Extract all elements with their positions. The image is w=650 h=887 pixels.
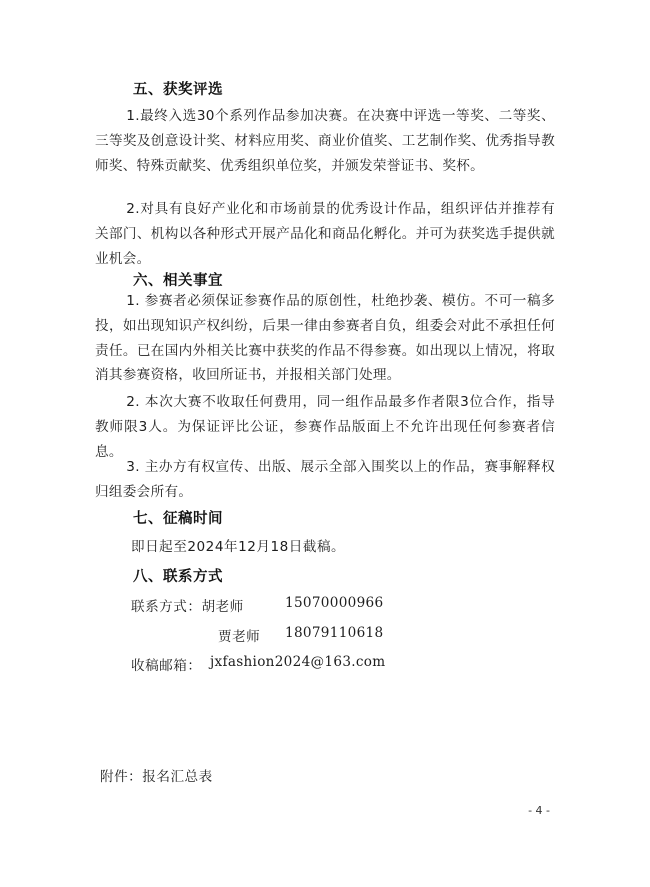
section-5-paragraph-2: 2.对具有良好产业化和市场前景的优秀设计作品，组织评估并推荐有关部门、机构以各种形式开展产品化和商品化孵化。并可为获奖选手提供就业机会。 — [95, 201, 555, 267]
section-6-paragraph-3: 3. 主办方有权宣传、出版、展示全部入围奖以上的作品，赛事解释权归组委会所有。 — [95, 459, 555, 500]
contact-1-phone: 15070000966 — [285, 595, 384, 611]
deadline-text: 即日起至2024年12月18日截稿。 — [131, 539, 346, 555]
section-6-paragraph-2: 2. 本次大赛不收取任何费用，同一组作品最多作者限3位合作，指导教师限3人。为保证评比公证，参赛作品版面上不允许出现任何参赛者信息。 — [95, 394, 555, 460]
contact-2-phone: 18079110618 — [285, 625, 384, 641]
section-6-paragraph-1: 1. 参赛者必须保证参赛作品的原创性，杜绝抄袭、模仿。不可一稿多投，如出现知识产权纠纷，后果一律由参赛者自负，组委会对此不承担任何责任。已在国内外相关比赛中获奖的作品不得参赛。如出现以上情况，将取消其参赛资格，收回所证书，并报相关部门处理。 — [95, 293, 555, 384]
contact-2-name: 贾老师 — [218, 629, 261, 645]
section-8-heading: 八、联系方式 — [133, 569, 223, 585]
section-6-heading: 六、相关事宜 — [133, 273, 223, 289]
email-address: jxfashion2024@163.com — [210, 654, 386, 670]
section-5-heading: 五、获奖评选 — [133, 82, 223, 98]
attachment-note: 附件：报名汇总表 — [100, 769, 213, 785]
section-7-heading: 七、征稿时间 — [133, 511, 223, 527]
page-number: - 4 - — [528, 804, 550, 817]
email-label: 收稿邮箱： — [131, 658, 202, 674]
contact-label: 联系方式：胡老师 — [131, 599, 244, 615]
section-5-paragraph-1: 1.最终入选30个系列作品参加决赛。在决赛中评选一等奖、二等奖、三等奖及创意设计奖、材料应用奖、商业价值奖、工艺制作奖、优秀指导教师奖、特殊贡献奖、优秀组织单位奖，并颁发荣誉证书、奖杯。 — [95, 108, 555, 174]
